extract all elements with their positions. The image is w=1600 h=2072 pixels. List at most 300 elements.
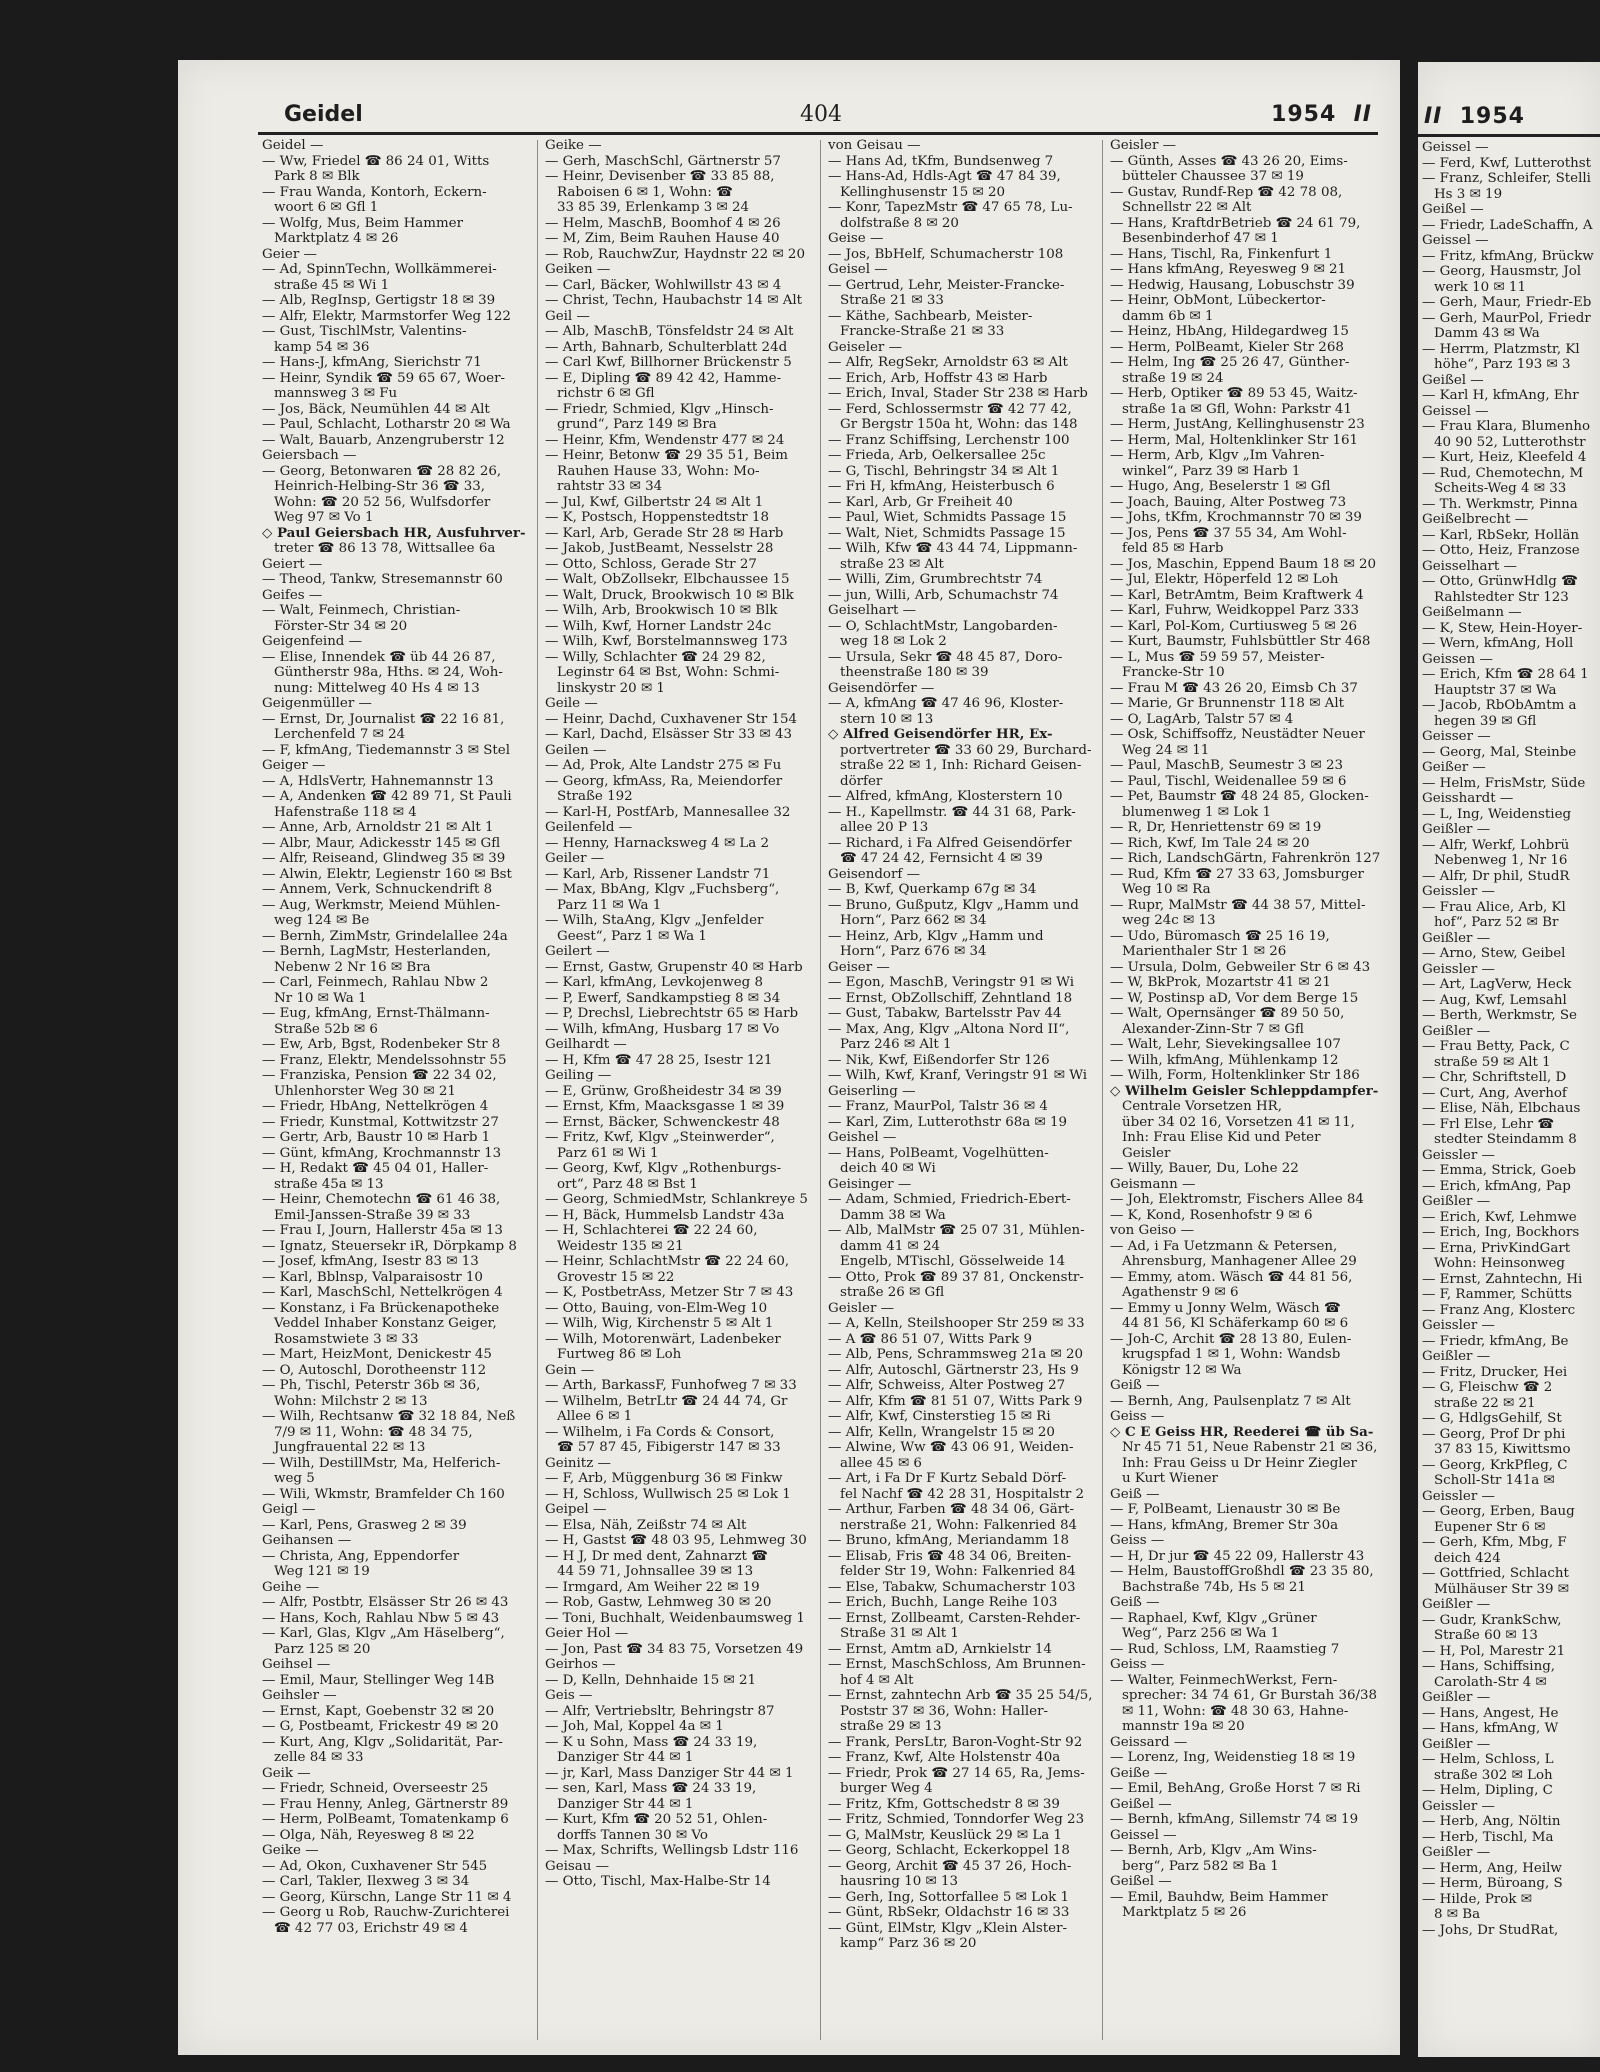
- directory-entry-line: — L, Ing, Weidenstieg: [1422, 806, 1572, 822]
- directory-entry-line: — E, Grünw, Großheidestr 34 ✉ 39: [545, 1083, 782, 1099]
- directory-entry-line: — Heinr, Dachd, Cuxhavener Str 154: [545, 711, 798, 727]
- directory-entry-line: 44 59 71, Johnsallee 39 ✉ 13: [557, 1564, 754, 1579]
- directory-entry-line: Veddel Inhaber Konstanz Geiger,: [274, 1316, 497, 1331]
- directory-entry-line: — Max, Schrifts, Wellingsb Ldstr 116: [545, 1843, 799, 1858]
- directory-entry-line: — Konstanz, i Fa Brückenapotheke: [262, 1300, 500, 1316]
- directory-entry-line: — Alb, MaschB, Tönsfeldstr 24 ✉ Alt: [545, 324, 794, 339]
- directory-entry-line: — Alwine, Ww ☎ 43 06 91, Weiden-: [828, 1440, 1074, 1455]
- next-page-fragment: [1418, 62, 1600, 2057]
- directory-entry-line: — Fritz, Kfm, Gottschedstr 8 ✉ 39: [828, 1796, 1060, 1812]
- directory-entry-line: — H, Kfm ☎ 47 28 25, Isestr 121: [545, 1052, 773, 1068]
- directory-entry-line: — Otto, Heiz, Franzose: [1422, 543, 1580, 558]
- directory-entry-line: Wohn: Heinsonweg: [1434, 1256, 1565, 1271]
- directory-entry-line: Carolath-Str 4 ✉: [1434, 1674, 1547, 1690]
- directory-entry-line: — jun, Willi, Arb, Schumachstr 74: [828, 587, 1059, 603]
- directory-entry-line: Rauhen Hause 33, Wohn: Mo-: [557, 463, 760, 479]
- directory-entry-line: — Karl, BetrAmtm, Beim Kraftwerk 4: [1110, 587, 1364, 603]
- directory-entry-line: — Else, Tabakw, Schumacherstr 103: [828, 1579, 1076, 1595]
- directory-entry-line: — Rob, Gastw, Lehmweg 30 ✉ 20: [545, 1595, 772, 1610]
- directory-entry-line: — Arthur, Farben ☎ 48 34 06, Gärt-: [828, 1502, 1074, 1517]
- directory-entry-line: — F, Rammer, Schütts: [1422, 1287, 1573, 1302]
- surname-heading: Geissard —: [1110, 1734, 1188, 1750]
- directory-entry-line: — Georg, KrkPfleg, C: [1422, 1457, 1568, 1473]
- directory-entry-line: — Erich, Arb, Hoffstr 43 ✉ Harb: [828, 370, 1048, 386]
- surname-heading: Geißel —: [1422, 372, 1484, 388]
- directory-entry-line: straße 22 ✉ 21: [1434, 1395, 1536, 1411]
- surname-heading: Geigenfeind —: [262, 634, 363, 649]
- surname-heading: Geihsel —: [262, 1657, 331, 1672]
- directory-entry-line: — O, Autoschl, Dorotheenstr 112: [262, 1362, 487, 1378]
- directory-entry-line: dolfstraße 8 ✉ 20: [840, 215, 959, 231]
- surname-heading: Geile —: [545, 696, 598, 711]
- directory-entry-line: Furtweg 86 ✉ Loh: [557, 1347, 682, 1362]
- directory-entry-line: 7/9 ✉ 11, Wohn: ☎ 48 34 75,: [274, 1424, 473, 1440]
- directory-entry-line: — Herm, Arb, Klgv „Im Vahren-: [1110, 448, 1325, 463]
- directory-entry-line: feld 85 ✉ Harb: [1122, 541, 1224, 556]
- directory-entry-line: — Karl H, kfmAng, Ehr: [1422, 388, 1579, 403]
- directory-entry-line: — O, SchlachtMstr, Langobarden-: [828, 618, 1058, 634]
- surname-heading: Geißler —: [1422, 1194, 1491, 1209]
- directory-entry-line: — Wilh, Wig, Kirchenstr 5 ✉ Alt 1: [545, 1316, 774, 1331]
- directory-entry-line: — Lorenz, Ing, Weidenstieg 18 ✉ 19: [1110, 1750, 1356, 1765]
- directory-entry-line: Danziger Str 44 ✉ 1: [557, 1750, 694, 1765]
- directory-entry-line: — Egon, MaschB, Veringstr 91 ✉ Wi: [828, 975, 1074, 990]
- surname-heading: Geißler —: [1422, 930, 1491, 946]
- directory-entry-line: — Alfr, RegSekr, Arnoldstr 63 ✉ Alt: [828, 355, 1068, 370]
- directory-entry-line: — K, PostbetrAss, Metzer Str 7 ✉ 43: [545, 1285, 794, 1300]
- directory-entry-line: straße 59 ✉ Alt 1: [1434, 1054, 1551, 1070]
- directory-entry-line: — Raphael, Kwf, Klgv „Grüner: [1110, 1610, 1317, 1626]
- directory-entry-line: Horn“, Parz 662 ✉ 34: [840, 913, 987, 928]
- directory-entry-line: — Karl, MaschSchl, Nettelkrögen 4: [262, 1285, 503, 1300]
- directory-entry-line: nung: Mittelweg 40 Hs 4 ✉ 13: [274, 680, 480, 696]
- directory-entry-line: — Joh-C, Archit ☎ 28 13 80, Eulen-: [1110, 1331, 1352, 1347]
- directory-entry-line: — Hedwig, Hausang, Lobuschstr 39: [1110, 277, 1355, 293]
- directory-entry-line: Kellinghusenstr 15 ✉ 20: [840, 184, 1006, 200]
- directory-entry-line: — Hans, Schiffsing,: [1422, 1659, 1556, 1674]
- surname-heading: Geiser —: [828, 959, 890, 975]
- surname-heading: Gein —: [545, 1362, 595, 1378]
- surname-heading: Geise —: [828, 231, 884, 246]
- directory-entry-line: — Heinz, HbAng, Hildegardweg 15: [1110, 324, 1349, 339]
- directory-entry-line: — Gerh, MaschSchl, Gärtnerstr 57: [545, 153, 781, 169]
- directory-entry-line: — H J, Dr med dent, Zahnarzt ☎: [545, 1548, 768, 1564]
- directory-entry-line: — Franz Ang, Klosterc: [1422, 1302, 1576, 1318]
- directory-entry-line: — Elise, Näh, Elbchaus: [1422, 1101, 1581, 1116]
- surname-heading: Geiß —: [1110, 1378, 1160, 1393]
- directory-entry-line: — Joh, Mal, Koppel 4a ✉ 1: [545, 1719, 724, 1734]
- surname-heading: Geigl —: [262, 1502, 316, 1517]
- surname-heading: Geisshardt —: [1422, 791, 1514, 806]
- surname-heading: Geisau —: [545, 1858, 610, 1874]
- directory-entry-line: — Otto, Schloss, Gerade Str 27: [545, 556, 757, 572]
- directory-entry-line: — Ursula, Dolm, Gebweiler Str 6 ✉ 43: [1110, 959, 1371, 975]
- directory-entry-line: Straße 60 ✉ 13: [1434, 1628, 1538, 1643]
- directory-entry-line: — Rupr, MalMstr ☎ 44 38 57, Mittel-: [1110, 897, 1366, 913]
- directory-entry-line: Nr 10 ✉ Wa 1: [274, 990, 367, 1006]
- surname-heading: Geiss —: [1110, 1657, 1165, 1672]
- directory-entry-line: — Friedr, HbAng, Nettelkrögen 4: [262, 1099, 489, 1114]
- directory-entry-line: sprecher: 34 74 61, Gr Burstah 36/38: [1122, 1688, 1378, 1703]
- directory-entry-line: — Georg, Erben, Baug: [1422, 1504, 1575, 1519]
- directory-entry-line: — Alfr, Kfm ☎ 81 51 07, Witts Park 9: [828, 1393, 1083, 1409]
- directory-entry-line: — Johs, Dr StudRat,: [1422, 1922, 1559, 1938]
- surname-heading: Geisinger —: [828, 1176, 912, 1192]
- directory-entry-line: Parz 61 ✉ Wi 1: [557, 1145, 659, 1161]
- directory-entry-line: — Kurt, Ang, Klgv „Solidarität, Par-: [262, 1734, 503, 1750]
- directory-entry-line: — Ew, Arb, Bgst, Rodenbeker Str 8: [262, 1037, 501, 1052]
- directory-entry-line: — Heinr, Devisenber ☎ 33 85 88,: [545, 169, 775, 184]
- directory-entry-line: — Georg, Kwf, Klgv „Rothenburgs-: [545, 1161, 782, 1176]
- directory-entry-line: rahtstr 33 ✉ 34: [557, 479, 663, 494]
- directory-entry-line: — A, kfmAng ☎ 47 46 96, Kloster-: [828, 696, 1064, 711]
- surname-heading: Geigenmüller —: [262, 696, 372, 711]
- directory-entry-line: — Gustav, Rundf-Rep ☎ 42 78 08,: [1110, 184, 1343, 200]
- directory-entry-line: — Karl, Pens, Grasweg 2 ✉ 39: [262, 1517, 467, 1533]
- directory-entry-line: — Gertr, Arb, Baustr 10 ✉ Harb 1: [262, 1130, 491, 1145]
- directory-entry-line: — Ph, Tischl, Peterstr 36b ✉ 36,: [262, 1378, 481, 1393]
- directory-entry-line: — H, Gastst ☎ 48 03 95, Lehmweg 30: [545, 1533, 807, 1548]
- directory-entry-line: — Hans, kfmAng, W: [1422, 1721, 1559, 1736]
- directory-entry-line: — Heinr, Chemotechn ☎ 61 46 38,: [262, 1192, 501, 1207]
- directory-entry-line: Güntherstr 98a, Hths. ✉ 24, Woh-: [274, 665, 503, 680]
- directory-entry-line: — Christa, Ang, Eppendorfer: [262, 1548, 460, 1564]
- directory-entry-line: straße 26 ✉ Gfl: [840, 1285, 945, 1300]
- surname-heading: Geis —: [545, 1688, 593, 1703]
- directory-entry-line: — Kurt, Baumstr, Fuhlsbüttler Str 468: [1110, 634, 1371, 649]
- directory-entry-line: — Ad, Prok, Alte Landstr 275 ✉ Fu: [545, 758, 782, 773]
- directory-entry-line: — Ww, Friedel ☎ 86 24 01, Witts: [262, 153, 490, 169]
- directory-entry-line: — Frieda, Arb, Oelkersallee 25c: [828, 448, 1046, 463]
- directory-entry-line: — Karl, Arb, Gr Freiheit 40: [828, 494, 1013, 510]
- surname-heading: Geisel —: [828, 262, 888, 277]
- directory-entry-line: — A, HdlsVertr, Hahnemannstr 13: [262, 773, 494, 789]
- directory-entry-line: — Arno, Stew, Geibel: [1422, 946, 1566, 961]
- directory-entry-line: — Jos, Maschin, Eppend Baum 18 ✉ 20: [1110, 556, 1377, 572]
- directory-entry-line: Marktplatz 4 ✉ 26: [274, 231, 399, 246]
- directory-entry-line: — Alwin, Elektr, Legienstr 160 ✉ Bst: [262, 866, 512, 882]
- surname-heading: Geiße —: [1110, 1765, 1168, 1781]
- directory-entry-line: — Herm, Mal, Holtenklinker Str 161: [1110, 432, 1359, 448]
- directory-entry-line: Straße 31 ✉ Alt 1: [840, 1626, 959, 1641]
- directory-entry-line: — Karl, kfmAng, Levkojenweg 8: [545, 975, 763, 990]
- directory-entry-line: straße 302 ✉ Loh: [1434, 1767, 1553, 1783]
- directory-entry-line: — Bernh, Arb, Klgv „Am Wins-: [1110, 1843, 1317, 1858]
- directory-entry-line: 8 ✉ Ba: [1434, 1907, 1481, 1922]
- directory-entry-line: — Jul, Kwf, Gilbertstr 24 ✉ Alt 1: [545, 494, 764, 510]
- directory-entry-line: — Hans-J, kfmAng, Sierichstr 71: [262, 355, 482, 370]
- directory-entry-line: — Udo, Büromasch ☎ 25 16 19,: [1110, 928, 1330, 944]
- directory-entry-line: — Franz, MaurPol, Talstr 36 ✉ 4: [828, 1099, 1048, 1114]
- surname-heading: Geik —: [262, 1765, 311, 1781]
- surname-heading: Geissler —: [1422, 1798, 1495, 1814]
- surname-heading: Geike —: [262, 1843, 319, 1858]
- directory-entry-line: — Wilh, DestillMstr, Ma, Helferich-: [262, 1455, 501, 1471]
- directory-entry-line: kamp“ Parz 36 ✉ 20: [840, 1936, 977, 1951]
- directory-entry-line: Alexander-Zinn-Str 7 ✉ Gfl: [1122, 1021, 1304, 1037]
- surname-heading: Geissler —: [1422, 1318, 1495, 1333]
- directory-entry-line: — Toni, Buchhalt, Weidenbaumsweg 1: [545, 1610, 805, 1626]
- running-head-year: [1271, 102, 1372, 127]
- directory-entry-line: Inh: Frau Elise Kid und Peter: [1122, 1130, 1321, 1145]
- directory-entry-line: Straße 192: [557, 789, 633, 804]
- directory-entry-line: — Henny, Harnacksweg 4 ✉ La 2: [545, 835, 770, 851]
- directory-entry-line: — jr, Karl, Mass Danziger Str 44 ✉ 1: [545, 1765, 794, 1781]
- directory-entry-line: Uhlenhorster Weg 30 ✉ 21: [274, 1083, 456, 1099]
- surname-heading: Geishel —: [828, 1130, 897, 1145]
- directory-entry-line: straße 45a ✉ 13: [274, 1176, 384, 1192]
- directory-entry-line: — Alfr, Kwf, Cinsterstieg 15 ✉ Ri: [828, 1409, 1051, 1424]
- surname-heading: Geil —: [545, 308, 590, 324]
- surname-heading: Geifes —: [262, 587, 323, 603]
- directory-entry-line: — Gust, Tabakw, Bartelsstr Pav 44: [828, 1006, 1062, 1021]
- surname-heading: Geiss —: [1110, 1533, 1165, 1548]
- directory-entry-line: — Franziska, Pension ☎ 22 34 02,: [262, 1068, 497, 1083]
- directory-entry-line: — Georg, kfmAss, Ra, Meiendorfer: [545, 773, 783, 789]
- directory-entry-line: Heinrich-Helbing-Str 36 ☎ 33,: [274, 479, 486, 494]
- directory-entry-line: berg“, Parz 582 ✉ Ba 1: [1122, 1858, 1279, 1874]
- directory-entry-line: — Wilh, Rechtsanw ☎ 32 18 84, Neß: [262, 1409, 516, 1424]
- directory-entry-line: — Friedr, Schmied, Klgv „Hinsch-: [545, 401, 774, 417]
- directory-entry-line: — Heinr, ObMont, Lübeckertor-: [1110, 293, 1326, 308]
- directory-entry-line: — Emil, BehAng, Große Horst 7 ✉ Ri: [1110, 1781, 1361, 1796]
- directory-entry-line: höhe“, Parz 193 ✉ 3: [1434, 357, 1571, 372]
- directory-entry-line: — G, Tischl, Behringstr 34 ✉ Alt 1: [828, 463, 1060, 479]
- directory-entry-line: Eupener Str 6 ✉: [1434, 1519, 1546, 1535]
- next-year-label: 1954: [1459, 104, 1525, 129]
- surname-heading: Geier —: [262, 246, 317, 262]
- directory-entry-line: — Ernst, Bäcker, Schwenckestr 48: [545, 1114, 780, 1130]
- directory-entry-line: — Hans, Tischl, Ra, Finkenfurt 1: [1110, 246, 1333, 262]
- directory-entry-line: Lerchenfeld 7 ✉ 24: [274, 727, 406, 742]
- directory-entry-line: — Helm, Dipling, C: [1422, 1783, 1553, 1798]
- directory-entry-line: — Wilh, Form, Holtenklinker Str 186: [1110, 1068, 1360, 1083]
- directory-entry-line: dorffs Tannen 30 ✉ Vo: [557, 1827, 708, 1843]
- directory-entry-line: — Rich, LandschGärtn, Fahrenkrön 127: [1110, 851, 1381, 866]
- directory-entry-line: allee 20 P 13: [840, 820, 929, 835]
- surname-heading: Geilenfeld —: [545, 820, 633, 835]
- directory-entry-line: — Elsa, Näh, Zeißstr 74 ✉ Alt: [545, 1517, 747, 1533]
- directory-entry-line: zelle 84 ✉ 33: [274, 1750, 364, 1765]
- running-head-name: Geidel: [284, 102, 363, 127]
- directory-entry-line: — Karl, Arb, Rissener Landstr 71: [545, 866, 771, 882]
- directory-entry-line: 33 85 39, Erlenkamp 3 ✉ 24: [557, 200, 750, 215]
- surname-heading: Geissel —: [1422, 140, 1489, 155]
- directory-entry-line: — Herm, Büroang, S: [1422, 1876, 1563, 1891]
- directory-entry-line: — Emil, Maur, Stellinger Weg 14B: [262, 1672, 495, 1688]
- directory-entry-line: mannstr 19a ✉ 20: [1122, 1719, 1245, 1734]
- directory-entry-line: — Wili, Wkmstr, Bramfelder Ch 160: [262, 1486, 505, 1502]
- directory-entry-line: — Herm, JustAng, Kellinghusenstr 23: [1110, 417, 1365, 432]
- directory-entry-line: — G, MalMstr, Keuslück 29 ✉ La 1: [828, 1827, 1063, 1843]
- next-volume-label: II: [1424, 104, 1443, 129]
- directory-entry-line: — Arth, BarkassF, Funhofweg 7 ✉ 33: [545, 1378, 797, 1393]
- directory-entry-line: felder Str 19, Wohn: Falkenried 84: [840, 1564, 1076, 1579]
- surname-heading: Geissen —: [1422, 651, 1493, 667]
- directory-entry-line: — Paul, Schlacht, Lotharstr 20 ✉ Wa: [262, 417, 511, 432]
- directory-entry-line: — A, Andenken ☎ 42 89 71, St Pauli: [262, 789, 512, 804]
- directory-entry-line: — Wilh, kfmAng, Mühlenkamp 12: [1110, 1052, 1339, 1068]
- next-page-column: [1422, 140, 1600, 2045]
- directory-entry-line: ✉ 11, Wohn: ☎ 48 30 63, Hahne-: [1122, 1703, 1349, 1719]
- directory-entry-line: — Georg, Betonwaren ☎ 28 82 26,: [262, 463, 502, 479]
- directory-entry-line: — Günt, RbSekr, Oldachstr 16 ✉ 33: [828, 1905, 1070, 1920]
- directory-entry-line: — Heinr, Betonw ☎ 29 35 51, Beim: [545, 448, 788, 463]
- directory-entry-line: Emil-Janssen-Straße 39 ✉ 33: [274, 1207, 471, 1223]
- directory-entry-line: — Joh, Elektromstr, Fischers Allee 84: [1110, 1192, 1364, 1207]
- directory-entry-line: — Alfr, Postbtr, Elsässer Str 26 ✉ 43: [262, 1595, 509, 1610]
- directory-entry-line: Damm 43 ✉ Wa: [1434, 326, 1540, 341]
- directory-entry-line: Bachstraße 74b, Hs 5 ✉ 21: [1122, 1579, 1306, 1595]
- surname-heading: Geike —: [545, 138, 602, 153]
- directory-entry-line: Nebenw 2 Nr 16 ✉ Bra: [274, 959, 431, 975]
- directory-entry-line: — Wilhelm, BetrLtr ☎ 24 44 74, Gr: [545, 1393, 788, 1409]
- directory-entry-line: — Ernst, Amtm aD, Arnkielstr 14: [828, 1641, 1052, 1657]
- directory-entry-line: — Jacob, RbObAmtm a: [1422, 698, 1577, 713]
- directory-entry-line: — H, Redakt ☎ 45 04 01, Haller-: [262, 1161, 489, 1176]
- directory-entry-line: — Alb, RegInsp, Gertigstr 18 ✉ 39: [262, 293, 496, 308]
- directory-entry-line: — Heinr, Syndik ☎ 59 65 67, Woer-: [262, 370, 506, 386]
- directory-entry-line: — Friedr, Schneid, Overseestr 25: [262, 1781, 489, 1796]
- directory-column-4: [1110, 138, 1400, 2043]
- directory-entry-line: — Paul, Tischl, Weidenallee 59 ✉ 6: [1110, 773, 1347, 789]
- directory-entry-line: Hs 3 ✉ 19: [1434, 186, 1503, 202]
- directory-entry-line: richstr 6 ✉ Gfl: [557, 386, 655, 401]
- directory-entry-line: Centrale Vorsetzen HR,: [1122, 1099, 1282, 1114]
- directory-entry-line: Leginstr 64 ✉ Bst, Wohn: Schmi-: [557, 665, 780, 680]
- directory-entry-line: — Theod, Tankw, Stresemannstr 60: [262, 572, 503, 587]
- surname-heading: Geißler —: [1422, 1690, 1491, 1705]
- directory-entry-line: — F, Arb, Müggenburg 36 ✉ Finkw: [545, 1471, 783, 1486]
- directory-entry-line: stern 10 ✉ 13: [840, 711, 934, 727]
- surname-heading: Geißer —: [1422, 760, 1486, 775]
- directory-entry-line: — Gertrud, Lehr, Meister-Francke-: [828, 277, 1065, 293]
- directory-entry-line: — Marie, Gr Brunnenstr 118 ✉ Alt: [1110, 696, 1345, 711]
- directory-entry-line: Nr 45 71 51, Neue Rabenstr 21 ✉ 36,: [1122, 1440, 1378, 1455]
- directory-entry-line: — Art, LagVerw, Heck: [1422, 977, 1572, 992]
- directory-entry-line: — Christ, Techn, Haubachstr 14 ✉ Alt: [545, 293, 803, 308]
- directory-entry-line: — Hans kfmAng, Reyesweg 9 ✉ 21: [1110, 262, 1347, 277]
- directory-entry-line: Allee 6 ✉ 1: [557, 1409, 633, 1424]
- directory-entry-line: — A, Kelln, Steilshooper Str 259 ✉ 33: [828, 1316, 1085, 1331]
- directory-entry-line: — Willy, Schlachter ☎ 24 29 82,: [545, 649, 766, 665]
- surname-heading: Geier Hol —: [545, 1626, 629, 1641]
- directory-entry-line: Raboisen 6 ✉ 1, Wohn: ☎: [557, 184, 733, 200]
- directory-entry-line: — Aug, Werkmstr, Meiend Mühlen-: [262, 897, 501, 913]
- directory-entry-line: treter ☎ 86 13 78, Wittsallee 6a: [274, 541, 496, 556]
- directory-entry-line: Schnellstr 22 ✉ Alt: [1122, 200, 1252, 215]
- directory-entry-line: straße 19 ✉ 24: [1122, 370, 1224, 386]
- directory-entry-line: — Helm, MaschB, Boomhof 4 ✉ 26: [545, 215, 781, 231]
- directory-entry-line: — Hans Ad, tKfm, Bundsenweg 7: [828, 153, 1054, 169]
- directory-entry-line: — Wern, kfmAng, Holl: [1422, 636, 1574, 651]
- surname-heading: Geißel —: [1110, 1796, 1172, 1812]
- directory-entry-line: linskystr 20 ✉ 1: [557, 680, 665, 696]
- directory-entry-line: — Erna, PrivKindGart: [1422, 1240, 1571, 1256]
- directory-entry-line: portvertreter ☎ 33 60 29, Burchard-: [840, 742, 1092, 758]
- directory-entry-line: — Bruno, Gußputz, Klgv „Hamm und: [828, 897, 1079, 913]
- directory-entry-line: — Gottfried, Schlacht: [1422, 1566, 1569, 1581]
- directory-entry-line: Scheits-Weg 4 ✉ 33: [1434, 481, 1567, 496]
- directory-entry-line: — F, PolBeamt, Lienaustr 30 ✉ Be: [1110, 1502, 1341, 1517]
- directory-entry-line: Weg 97 ✉ Vo 1: [274, 510, 374, 525]
- directory-entry-line: grund“, Parz 149 ✉ Bra: [557, 417, 717, 432]
- directory-entry-line: — Ernst, Kfm, Maacksgasse 1 ✉ 39: [545, 1099, 785, 1114]
- directory-entry-line: — Karl, Zim, Lutterothstr 68a ✉ 19: [828, 1114, 1068, 1130]
- directory-entry-line: Marienthaler Str 1 ✉ 26: [1122, 944, 1287, 959]
- directory-entry-line: — Friedr, Prok ☎ 27 14 65, Ra, Jems-: [828, 1765, 1085, 1781]
- directory-entry-line: — Erich, Ing, Bockhors: [1422, 1225, 1580, 1240]
- directory-entry-line: — Bernh, Ang, Paulsenplatz 7 ✉ Alt: [1110, 1393, 1351, 1409]
- directory-entry-line: — Karl, Arb, Gerade Str 28 ✉ Harb: [545, 525, 784, 541]
- directory-entry-line: — Alfr, Kelln, Wrangelstr 15 ✉ 20: [828, 1424, 1055, 1440]
- directory-entry-line: — Gerh, Ing, Sottorfallee 5 ✉ Lok 1: [828, 1889, 1069, 1905]
- directory-entry-line: — W, BkProk, Mozartstr 41 ✉ 21: [1110, 975, 1331, 990]
- directory-entry-line: — Alfr, Schweiss, Alter Postweg 27: [828, 1378, 1066, 1393]
- directory-entry-line: — Frau Alice, Arb, Kl: [1422, 899, 1566, 915]
- directory-entry-line: — Wilh, Kfw ☎ 43 44 74, Lippmann-: [828, 541, 1078, 556]
- directory-page: [178, 60, 1400, 2055]
- directory-entry-line: kamp 54 ✉ 36: [274, 339, 370, 355]
- directory-entry-line: Königstr 12 ✉ Wa: [1122, 1362, 1242, 1378]
- surname-heading: von Geisau —: [828, 138, 921, 153]
- directory-entry-line: — L, Mus ☎ 59 59 57, Meister-: [1110, 649, 1325, 665]
- directory-entry-line: — Aug, Kwf, Lemsahl: [1422, 992, 1567, 1008]
- directory-entry-line: — Emma, Strick, Goeb: [1422, 1163, 1576, 1178]
- directory-entry-line: — Jul, Elektr, Höperfeld 12 ✉ Loh: [1110, 572, 1339, 587]
- directory-entry-line: — Hugo, Ang, Beselerstr 1 ✉ Gfl: [1110, 479, 1331, 494]
- directory-entry-line: — Arth, Bahnarb, Schulterblatt 24d: [545, 339, 788, 355]
- directory-entry-line: — Carl, Feinmech, Rahlau Nbw 2: [262, 975, 489, 990]
- directory-entry-line: — Frl Else, Lehr ☎: [1422, 1116, 1555, 1132]
- directory-entry-line: burger Weg 4: [840, 1781, 933, 1796]
- directory-entry-line: — Gerh, Maur, Friedr-Eb: [1422, 295, 1592, 310]
- directory-entry-line: — Elise, Innendek ☎ üb 44 26 87,: [262, 649, 496, 665]
- directory-entry-line: blumenweg 1 ✉ Lok 1: [1122, 804, 1272, 820]
- directory-entry-line: Jungfrauental 22 ✉ 13: [274, 1440, 426, 1455]
- directory-entry-line: — O, LagArb, Talstr 57 ✉ 4: [1110, 711, 1294, 727]
- directory-entry-line: Francke-Str 10: [1122, 665, 1225, 680]
- directory-entry-line: — Helm, Schloss, L: [1422, 1752, 1554, 1767]
- surname-heading: Geißelmann —: [1422, 605, 1522, 620]
- directory-entry-line: — Walt, Feinmech, Christian-: [262, 603, 461, 618]
- directory-entry-line: weg 5: [274, 1471, 315, 1486]
- directory-entry-line: ◇ C E Geiss HR, Reederei ☎ üb Sa-: [1110, 1424, 1374, 1440]
- directory-entry-line: — Günt, ElMstr, Klgv „Klein Alster-: [828, 1920, 1067, 1936]
- directory-entry-line: — Georg, SchmiedMstr, Schlankreye 5: [545, 1192, 808, 1207]
- directory-entry-line: — Walt, Opernsänger ☎ 89 50 50,: [1110, 1006, 1345, 1021]
- directory-entry-line: — Heinz, Arb, Klgv „Hamm und: [828, 928, 1044, 944]
- directory-entry-line: mannsweg 3 ✉ Fu: [274, 386, 398, 401]
- page-number: 404: [800, 102, 842, 127]
- directory-entry-line: Straße 52b ✉ 6: [274, 1021, 378, 1037]
- directory-entry-line: — G, Fleischw ☎ 2: [1422, 1380, 1553, 1395]
- directory-entry-line: Gr Bergstr 150a ht, Wohn: das 148: [840, 417, 1078, 432]
- directory-entry-line: — H, Pol, Marestr 21: [1422, 1643, 1566, 1659]
- directory-entry-line: — Adam, Schmied, Friedrich-Ebert-: [828, 1192, 1071, 1207]
- surname-heading: Geisler —: [1110, 138, 1177, 153]
- directory-entry-line: Hafenstraße 118 ✉ 4: [274, 804, 417, 820]
- directory-entry-line: — Nik, Kwf, Eißendorfer Str 126: [828, 1052, 1050, 1068]
- directory-entry-line: — Ursula, Sekr ☎ 48 45 87, Doro-: [828, 649, 1063, 665]
- directory-entry-line: fel Nachf ☎ 42 28 31, Hospitalstr 2: [840, 1486, 1085, 1502]
- directory-entry-line: — Willi, Zim, Grumbrechtstr 74: [828, 572, 1043, 587]
- surname-heading: Geißler —: [1422, 1597, 1491, 1612]
- surname-heading: Geißler —: [1422, 1845, 1491, 1860]
- directory-entry-line: — M, Zim, Beim Rauhen Hause 40: [545, 231, 780, 246]
- directory-entry-line: — Günt, kfmAng, Krochmannstr 13: [262, 1145, 502, 1161]
- directory-entry-line: — Rud, Schloss, LM, Raamstieg 7: [1110, 1641, 1340, 1657]
